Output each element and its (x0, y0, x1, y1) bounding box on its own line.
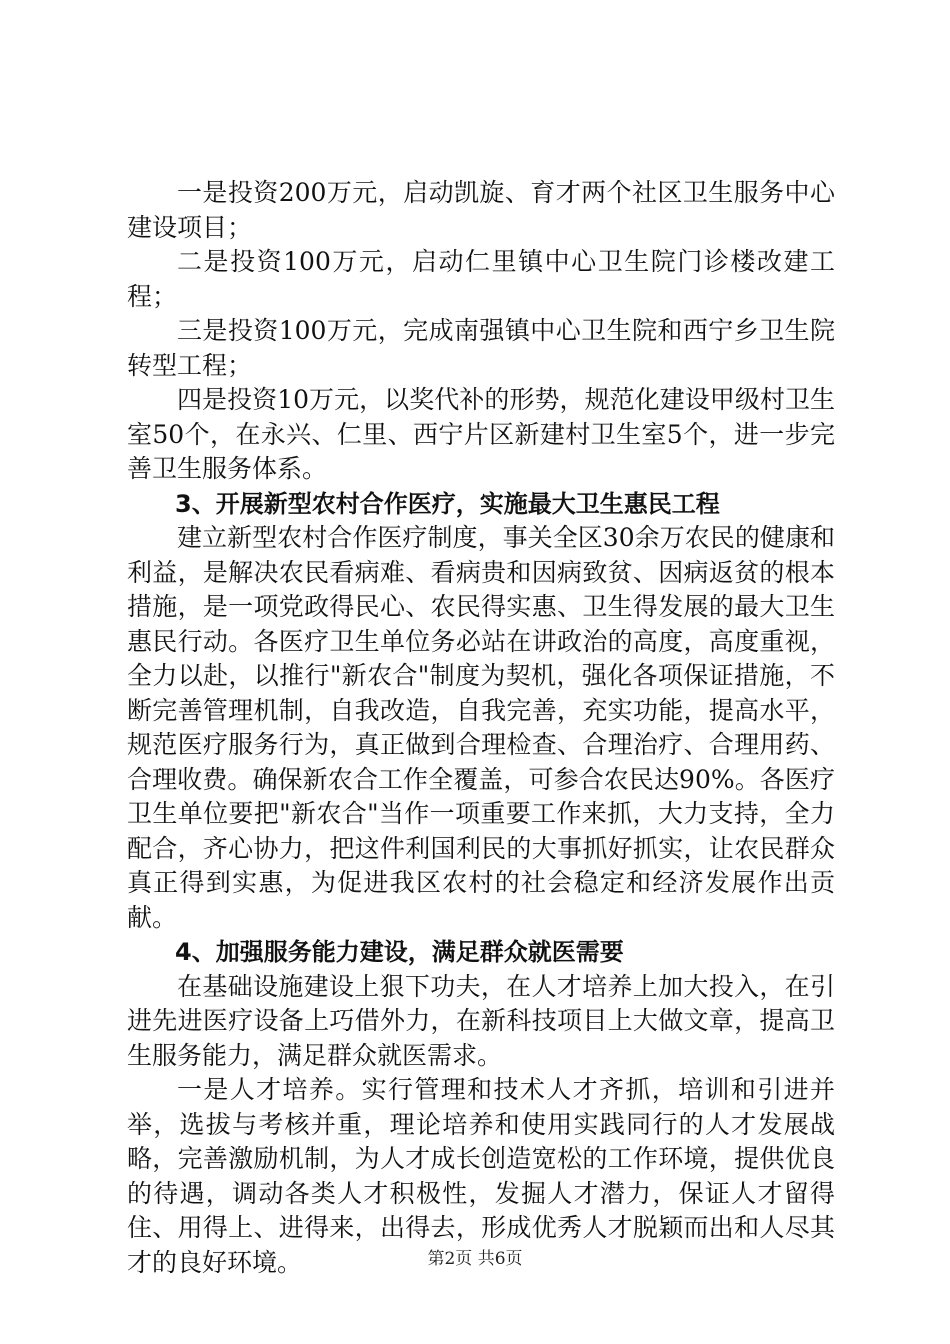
paragraph-investment-3: 三是投资100万元，完成南强镇中心卫生院和西宁乡卫生院转型工程； (127, 316, 835, 380)
page-number-footer: 第2页 共6页 (427, 1249, 523, 1269)
paragraph-investment-4: 四是投资10万元，以奖代补的形势，规范化建设甲级村卫生室50个，在永兴、仁里、西宁片区新建村卫生室5个，进一步完善卫生服务体系。 (127, 385, 835, 483)
paragraph-investment-2: 二是投资100万元，启动仁里镇中心卫生院门诊楼改建工程； (127, 247, 835, 311)
paragraph-service-capacity: 在基础设施建设上狠下功夫，在人才培养上加大投入，在引进先进医疗设备上巧借外力，在新科技项目上大做文章，提高卫生服务能力，满足群众就医需求。 (127, 971, 835, 1070)
section-heading-4: 4、加强服务能力建设，满足群众就医需要 (175, 938, 624, 966)
paragraph-cooperative-medical: 建立新型农村合作医疗制度，事关全区30余万农民的健康和利益，是解决农民看病难、看病贵和因病致贫、因病返贫的根本措施，是一项党政得民心、农民得实惠、卫生得发展的最大卫生惠民行动。各医疗卫生单位务必站在讲政治的高度，高度重视，全力以赴，以推行"新农合"制度为契机，强化各项保证措施，不断完善管理机制，自我改造，自我完善，充实功能，提高水平，规范医疗服务行为，真正做到合理检查、合理治疗、合理用药、合理收费。确保新农合工作全覆盖，可参合农民达90%。各医疗卫生单位要把"新农合"当作一项重要工作来抓，大力支持，全力配合，齐心协力，把这件利国利民的大事抓好抓实，让农民群众真正得到实惠，为促进我区农村的社会稳定和经济发展作出贡献。 (127, 523, 835, 932)
section-heading-3: 3、开展新型农村合作医疗，实施最大卫生惠民工程 (175, 489, 720, 518)
document-body (127, 176, 835, 1280)
paragraph-talent-training: 一是人才培养。实行管理和技术人才齐抓，培训和引进并举，选拔与考核并重，理论培养和使用实践同行的人才发展战略，完善激励机制，为人才成长创造宽松的工作环境，提供优良的待遇，调动各类人才积极性，发掘人才潜力，保证人才留得住、用得上、进得来，出得去，形成优秀人才脱颖而出和人尽其才的良好环境。 (127, 1075, 835, 1277)
paragraph-investment-1: 一是投资200万元，启动凯旋、育才两个社区卫生服务中心建设项目； (127, 178, 835, 242)
